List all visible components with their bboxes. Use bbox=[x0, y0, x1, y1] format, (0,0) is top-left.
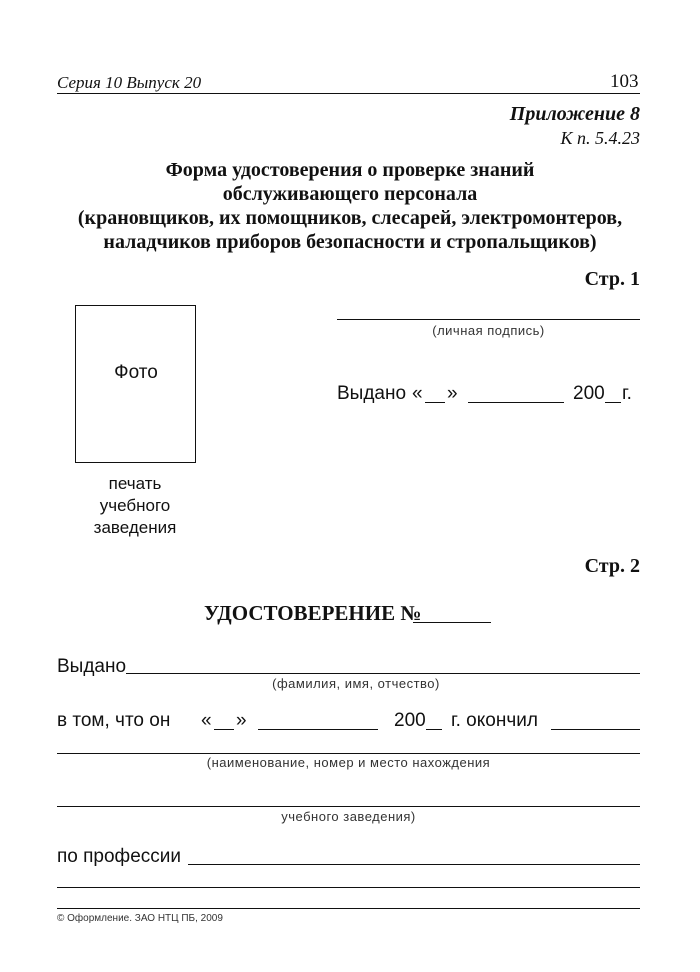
issued-to-label: Выдано bbox=[57, 656, 127, 677]
profession-line bbox=[188, 864, 640, 865]
series-label: Серия 10 Выпуск 20 bbox=[57, 73, 202, 92]
page2-label: Стр. 2 bbox=[584, 555, 640, 577]
form-title-line3: (крановщиков, их помощников, слесарей, электромонтеров, bbox=[77, 207, 623, 229]
stamp-line3: заведения bbox=[93, 518, 177, 537]
completed-day-line bbox=[214, 729, 234, 730]
signature-caption: (личная подпись) bbox=[432, 323, 545, 338]
form-title-line2: обслуживающего персонала bbox=[222, 183, 478, 205]
header-rule bbox=[57, 93, 640, 94]
issued-month-line bbox=[468, 402, 564, 403]
form-title-line4: наладчиков приборов безопасности и стропальщиков) bbox=[103, 231, 597, 253]
completed-label: г. окончил bbox=[451, 710, 538, 731]
profession-label: по профессии bbox=[57, 846, 181, 867]
page1-label: Стр. 1 bbox=[584, 268, 640, 290]
profession-extra-line-2 bbox=[57, 908, 640, 909]
issued-year-suffix: г. bbox=[622, 383, 632, 404]
issued-year: 200 bbox=[573, 383, 605, 404]
completed-close-quote: » bbox=[236, 710, 247, 731]
that-he-label: в том, что он bbox=[57, 710, 171, 731]
institution-line-1 bbox=[57, 753, 640, 754]
completed-year-line bbox=[426, 729, 442, 730]
copyright-text: © Оформление. ЗАО НТЦ ПБ, 2009 bbox=[57, 913, 223, 924]
issued-day-line bbox=[425, 402, 445, 403]
appendix-title: Приложение 8 bbox=[509, 103, 640, 125]
signature-line bbox=[337, 319, 640, 320]
stamp-line1: печать bbox=[108, 474, 162, 493]
completed-institution-line bbox=[551, 729, 640, 730]
profession-extra-line-1 bbox=[57, 887, 640, 888]
completed-year: 200 bbox=[394, 710, 426, 731]
form-title-line1: Форма удостоверения о проверке знаний bbox=[165, 159, 535, 181]
photo-label: Фото bbox=[114, 362, 158, 383]
institution-caption-1: (наименование, номер и место нахождения bbox=[206, 755, 491, 770]
issued-close-quote: » bbox=[447, 383, 458, 404]
photo-box bbox=[75, 305, 196, 463]
certificate-title: УДОСТОВЕРЕНИЕ № bbox=[204, 601, 422, 625]
issued-label: Выдано bbox=[337, 383, 407, 404]
stamp-line2: учебного bbox=[99, 496, 171, 515]
issued-year-line bbox=[605, 402, 621, 403]
full-name-line bbox=[126, 673, 640, 674]
completed-open-quote: « bbox=[201, 710, 212, 731]
institution-caption-2: учебного заведения) bbox=[281, 809, 416, 824]
page-number: 103 bbox=[610, 71, 639, 92]
appendix-ref: К п. 5.4.23 bbox=[560, 128, 640, 148]
completed-month-line bbox=[258, 729, 378, 730]
issued-open-quote: « bbox=[412, 383, 423, 404]
institution-line-2 bbox=[57, 806, 640, 807]
certificate-number-line bbox=[413, 622, 491, 623]
full-name-caption: (фамилия, имя, отчество) bbox=[272, 676, 440, 691]
